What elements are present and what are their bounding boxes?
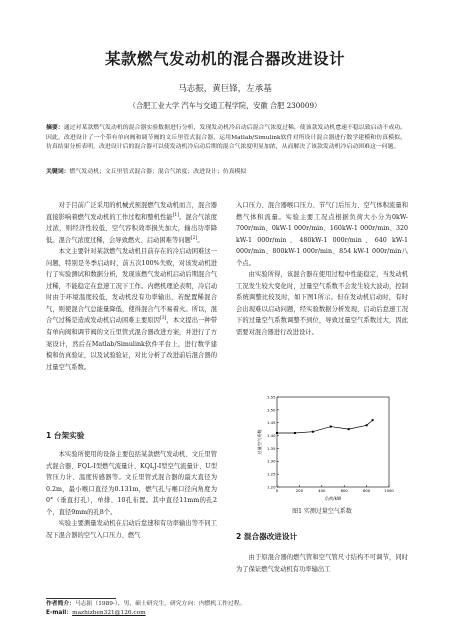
intro-paragraph-1: 对于目前广泛采用的机械式预混燃气发动机而言，混合器直接影响着燃气发动机的工作过程和整机性能[1]。混合气浓度过浓，则经济性较低，空气容积效率损失加大，输出功率降低。混合气浓度过稀，会导致燃火、启动困难等问题[2]。 <box>46 202 218 244</box>
data-point <box>330 426 332 428</box>
x-tick-label: 600 <box>340 488 348 493</box>
authors: 马志振，黄巨锋，左承基 <box>178 84 272 94</box>
keywords <box>46 168 406 177</box>
x-tick-label: 200 <box>295 488 304 493</box>
right-paragraph-1: 入口压力、混合器喉口压力、节气门后压力、空气体积流量和燃气体积流量。实验主要工况点根据负荷大小分为0kW-700r/min、0kW-1 000r/min、160kW-1 000r/min、320 kW-1 000r/min、480kW-1 000r/min、640 kW-1 000r/min、800kW-1 000r/min、854 kW-1 000r/min八个点。 <box>236 202 408 267</box>
x-tick-label: 1000 <box>384 488 394 493</box>
right-column <box>236 200 408 339</box>
figure-1-chart <box>255 392 395 502</box>
data-point <box>366 424 368 426</box>
y-tick-label: 1.50 <box>267 407 276 413</box>
footnote <box>46 600 408 618</box>
footnote-text: 马志振（1989-），男，硕士研究生，研究方向：内燃机工作过程。 <box>75 601 246 607</box>
email-link[interactable]: mazhizhen321@126.com <box>72 610 146 616</box>
citation: [1] <box>172 212 180 218</box>
y-tick-label: 1.40 <box>267 432 276 438</box>
y-tick-label: 1.55 <box>267 394 276 400</box>
abstract-label: 摘要： <box>46 125 64 131</box>
section-2-paragraph: 由于原混合器的燃气管和空气管尺寸结构不可调节，同时为了保证燃气发动机有功率输出工 <box>236 554 408 573</box>
citation: [2] <box>190 235 198 241</box>
plot-frame <box>277 397 389 487</box>
figure-1-caption: 图1 实测过量空气系数 <box>292 508 352 515</box>
right-paragraph-2: 由实验所得，该混合器在使用过程中性能稳定，当发动机工况发生较大变化时，过量空气系数不会发生较大波动，控制系统调整比较及时，如下图1所示。但在发动机启动时，有时会出现难以启动问题，经实验数据分析发现，启动后怠速工况下的过量空气系数调整不到位，导致过量空气系数过大，因此需要对混合器进行改进设计。 <box>236 271 408 337</box>
section-1-paragraph-2: 实验主要测量发动机在启动后怠速和有功率输出等不同工况下混合器的空气入口压力、燃气 <box>46 520 217 539</box>
paper-title: 某款燃气发动机的混合器改进设计 <box>104 50 345 68</box>
y-tick-label: 1.30 <box>267 458 276 464</box>
intro-paragraph-2: 本文主要针对某款燃气发动机目前存在的冷启动困难这一问题，特别是冬季启动时，前五次100%失败，对该发动机进行了实验测试和数据分析，发现该燃气发动机启动后期混合气过稀，不能稳定在怠速工况下工作。内燃机理论表明，冷启动时由于环境温度较低，发动机没有功率输出，若配置稀混合气，则使混合气总能量降低，使得混合气不易着火。所以，混合气过稀是造成发动机启动困难主要原因[3]，本文提出一种带有单向阀和调节阀的文丘里管式混合器改进方案，并进行了方案设计，然后在Matlab/Simulink软件平台上，进行数学建模和仿真验证，以及试验验证，对比分析了改进前后混合器的过量空气系数。 <box>46 248 218 371</box>
y-tick-label: 1.20 <box>267 484 276 490</box>
section-2-heading: 2 混合器改进设计 <box>236 532 298 541</box>
data-point <box>294 432 296 434</box>
keywords-label: 关键词： <box>46 169 70 175</box>
affiliation: （合肥工业大学 汽车与交通工程学院，安徽 合肥 230009） <box>128 101 322 110</box>
footnote-label: 作者简介： <box>46 601 75 607</box>
y-tick-label: 1.45 <box>267 420 276 426</box>
x-tick-label: 800 <box>362 488 371 493</box>
section-1-body <box>46 449 217 541</box>
x-axis-label: 负荷/kW <box>324 496 342 501</box>
email-label: E-mail： <box>46 610 73 616</box>
series-line <box>277 420 373 433</box>
y-tick-label: 1.25 <box>267 471 276 477</box>
x-tick-label: 400 <box>318 488 326 493</box>
section-1-heading: 1 台架实验 <box>46 431 85 440</box>
y-axis-label: 过量空气系数 <box>257 429 262 455</box>
x-ticks <box>276 485 395 493</box>
section-2-body <box>236 552 408 575</box>
citation: [3] <box>159 316 167 322</box>
data-point <box>372 419 374 421</box>
section-1-paragraph-1: 本实验所使用的设备主要包括某款燃气发动机、文丘里管式混合器、FQL-I型燃气流量计、KQLJ-I型空气流量计、U型管压力计、温度传感器等。文丘里管式混合器的最大直径为0.2m，最小喉口直径为0.131m，燃气孔与喉口径向角度为0°（垂直打孔），单排、10孔布置。其中直径11mm的孔2个，直径9mm的孔8个。 <box>46 451 217 516</box>
y-tick-label: 1.35 <box>267 445 276 451</box>
data-point <box>276 432 278 434</box>
footnote-rule <box>46 598 116 599</box>
abstract <box>46 124 406 153</box>
keywords-text: 燃气发动机；文丘里管式混合器；混合气浓度；改进设计；仿真模拟 <box>69 169 247 175</box>
data-point <box>312 431 314 433</box>
data-point <box>348 428 350 430</box>
abstract-text: 通过对某款燃气发动机的混合器实验数据进行分析，发现发动机冷启动后混合气浓度过稀，使该款发动机怠速不稳以致启动不成功。因此，改进设计了一个带有单向阀和调节阀的文丘里管式混合器，运用Matlab/Simulink软件对所设计混合器进行数学建模和仿真模拟。仿真结果分析表明，改进设计后的混合器可以使发动机冷启动后期的混合气浓度明显加浓，从而解决了该款发动机冷启动困难这一问题。 <box>46 125 407 151</box>
x-tick-label: 0 <box>275 488 279 493</box>
left-column <box>46 200 217 373</box>
